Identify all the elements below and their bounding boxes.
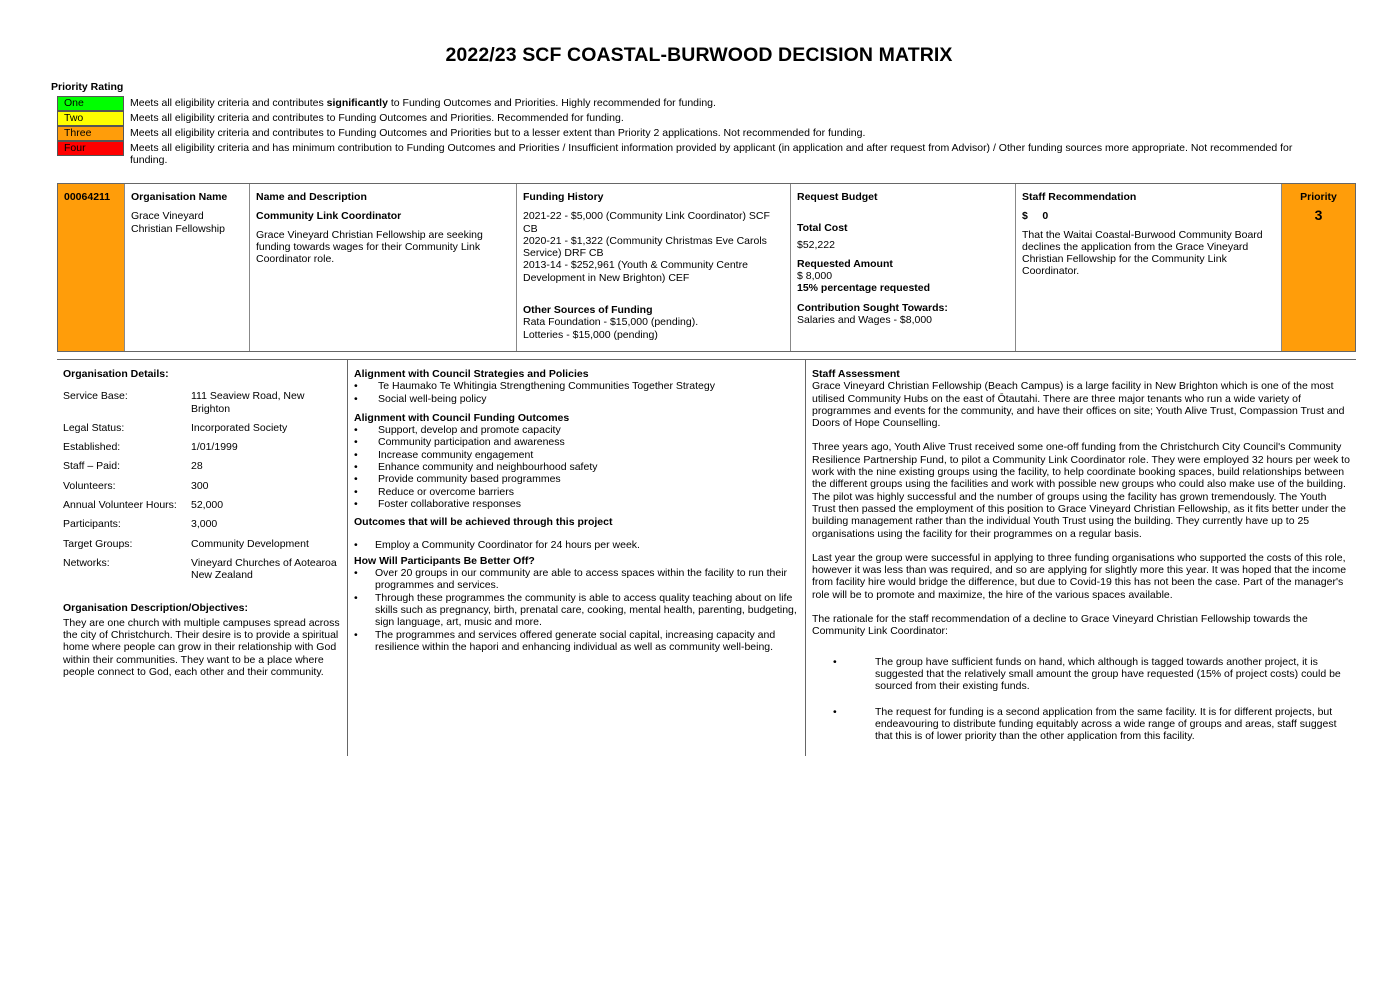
detail-row — [63, 499, 341, 511]
funding-history-item: 2013-14 - $252,961 (Youth & Community Centre Development in New Brighton) CEF — [523, 259, 748, 284]
detail-label: Legal Status: — [63, 421, 125, 434]
assessment-paragraph: Three years ago, Youth Alive Trust received some one-off funding from the Christchurch City Council's Community Resilience Partnership Fund, to pilot a Community Link Coordinator role. They were employed 32 hours per week to work with the nine existing groups using the facility, to help coordinate booking spaces, build relationships between the different groups using the facilities and work with possible new groups who could also make use of the building. The pilot was highly successful and the number of groups using the facility has grown tremendously. The Youth Trust then passed the employment of this position to Grace Vineyard Christian Fellowship, as it fits better under the building management rather than the individual Youth Trust using the building. They currently have up to 25 organisations using the facility for their programmes on a regular basis. — [812, 441, 1350, 540]
funding-history-item: 2021-22 - $5,000 (Community Link Coordinator) SCF CB — [523, 210, 770, 235]
recommended-amount: $ 0 — [1022, 210, 1049, 223]
detail-value: 111 Seaview Road, New Brighton — [191, 390, 305, 415]
application-id: 00064211 — [64, 191, 111, 203]
list-item: • Over 20 groups in our community are able to access spaces within the facility to run their programmes and services. — [354, 567, 799, 592]
detail-row — [63, 441, 341, 453]
detail-value: 3,000 — [191, 518, 218, 531]
staff-assessment-heading: Staff Assessment — [812, 368, 900, 380]
funding-history-cell — [517, 184, 791, 351]
staff-recommendation-cell — [1016, 184, 1282, 351]
application-details-section — [57, 359, 1356, 756]
detail-label: Volunteers: — [63, 479, 116, 492]
description-cell — [250, 184, 517, 351]
application-summary-table — [57, 183, 1356, 352]
total-cost-value: $52,222 — [797, 238, 835, 251]
detail-label: Staff – Paid: — [63, 460, 121, 473]
priority-value: 3 — [1314, 207, 1323, 224]
list-item: • The programmes and services offered generate social capital, increasing capacity and resilience within the hapori and enhancing individual as well as community well-being. — [354, 629, 799, 654]
detail-value: Incorporated Society — [191, 421, 288, 434]
description-header: Name and Description — [256, 191, 367, 203]
detail-value: Community Development — [191, 537, 309, 550]
priority-swatch: One — [57, 96, 124, 111]
staff-recommendation-header: Staff Recommendation — [1022, 191, 1137, 203]
priority-row-three — [57, 126, 1317, 141]
outcomes-heading: Alignment with Council Funding Outcomes — [354, 411, 570, 424]
detail-value: Vineyard Churches of Aotearoa New Zealand — [191, 556, 337, 582]
application-id-cell — [58, 184, 125, 351]
priority-rating-legend — [57, 96, 1317, 167]
organisation-details-heading: Organisation Details: — [63, 368, 169, 380]
other-source-item: Lotteries - $15,000 (pending) — [523, 328, 658, 341]
rationale-list — [812, 656, 1350, 743]
requested-amount-label: Requested Amount — [797, 257, 893, 270]
assessment-paragraph: The rationale for the staff recommendation of a decline to Grace Vineyard Christian Fellowship towards the Community Link Coordinator: — [812, 613, 1308, 638]
detail-row — [63, 518, 341, 530]
list-item: • Provide community based programmes — [354, 473, 799, 485]
priority-row-two — [57, 111, 1317, 126]
better-off-heading: How Will Participants Be Better Off? — [354, 554, 535, 567]
list-item: • Through these programmes the community is able to access quality teaching about on life skills such as pregnancy, birth, prenatal care, cooking, mental health, parenting, budgeting, sign language, art, music and more. — [354, 592, 799, 629]
priority-desc-emphasis: significantly — [326, 97, 388, 109]
list-item: • Employ a Community Coordinator for 24 hours per week. — [354, 539, 799, 551]
page-title: 2022/23 SCF COASTAL-BURWOOD DECISION MATRIX — [445, 44, 953, 66]
list-item: • Support, develop and promote capacity — [354, 424, 799, 436]
list-item: • Te Haumako Te Whitingia Strengthening Communities Together Strategy — [354, 380, 799, 392]
priority-rating-heading: Priority Rating — [51, 81, 124, 93]
better-off-list — [354, 567, 799, 653]
funding-history-header: Funding History — [523, 191, 604, 203]
organisation-cell — [125, 184, 250, 351]
funding-history-item: 2020-21 - $1,322 (Community Christmas Eve Carols Service) DRF CB — [523, 234, 767, 260]
detail-label: Target Groups: — [63, 537, 133, 550]
other-sources-header: Other Sources of Funding — [523, 304, 653, 317]
other-source-item: Rata Foundation - $15,000 (pending). — [523, 316, 699, 329]
detail-label: Annual Volunteer Hours: — [63, 499, 177, 512]
assessment-paragraph: Grace Vineyard Christian Fellowship (Beach Campus) is a large facility in New Brighton which is one of the most utilised Community Hubs on the east of Ōtautahi. There are three major tenants who run a wide variety of programmes and events for the community, and have their offices on site; Youth Alive Trust, Compassion Trust and Doors of Hope Counselling. — [812, 380, 1345, 430]
detail-row — [63, 480, 341, 492]
organisation-header: Organisation Name — [131, 191, 228, 203]
priority-description: Meets all eligibility criteria and contributes to Funding Outcomes and Priorities. Recommended for funding. — [130, 112, 624, 124]
list-item: • The group have sufficient funds on hand, which although is tagged towards another project, it is suggested that the relatively small amount the group have requested (15% of project costs) could be sourced from their existing funds. — [812, 656, 1350, 693]
priority-swatch: Three — [57, 126, 124, 141]
detail-label: Participants: — [63, 518, 121, 531]
percentage-requested: 15% percentage requested — [797, 282, 931, 295]
detail-value: 300 — [191, 479, 209, 492]
assessment-paragraph: Last year the group were successful in applying to three funding organisations who supported the costs of this role, however it was less than was required, and so are applying for slightly more this year. It was hoped that the income from facility hire would bridge the difference, but due to Covid-19 this has not been the case. Part of the manager's role will be to promote and maximize, the hire of the various spaces available. — [812, 551, 1347, 601]
outcomes-list — [354, 424, 799, 510]
detail-row — [63, 390, 341, 415]
priority-header: Priority — [1300, 191, 1337, 203]
list-item: • Enhance community and neighbourhood safety — [354, 461, 799, 473]
priority-desc-text: to Funding Outcomes and Priorities. Highly recommended for funding. — [387, 97, 716, 109]
detail-value: 52,000 — [191, 499, 224, 512]
strategies-heading: Alignment with Council Strategies and Policies — [354, 368, 589, 380]
detail-label: Networks: — [63, 556, 110, 569]
organisation-name: Grace Vineyard Christian Fellowship — [131, 210, 225, 235]
list-item: • Community participation and awareness — [354, 436, 799, 448]
project-outcomes-heading: Outcomes that will be achieved through this project — [354, 516, 613, 529]
list-item: • Increase community engagement — [354, 449, 799, 461]
recommendation-text: That the Waitai Coastal-Burwood Community Board declines the application from the Grace Vineyard Christian Fellowship for the Community Link Coordinator. — [1022, 228, 1263, 278]
list-item: • Reduce or overcome barriers — [354, 486, 799, 498]
contribution-label: Contribution Sought Towards: — [797, 301, 948, 314]
priority-description: Meets all eligibility criteria and contributes to Funding Outcomes and Priorities but to a lesser extent than Priority 2 applications. Not recommended for funding. — [130, 127, 866, 139]
priority-row-four — [57, 141, 1317, 167]
staff-assessment-column — [806, 360, 1356, 756]
request-budget-cell — [791, 184, 1016, 351]
detail-row — [63, 557, 341, 582]
strategies-list — [354, 380, 799, 405]
organisation-description-heading: Organisation Description/Objectives: — [63, 601, 248, 614]
detail-value: 1/01/1999 — [191, 441, 238, 454]
detail-value: 28 — [191, 460, 203, 473]
detail-row — [63, 422, 341, 434]
total-cost-label: Total Cost — [797, 222, 848, 235]
priority-row-one — [57, 96, 1317, 111]
request-budget-header: Request Budget — [797, 191, 878, 203]
contribution-value: Salaries and Wages - $8,000 — [797, 314, 933, 327]
priority-desc-text: Meets all eligibility criteria and contributes — [130, 97, 327, 109]
list-item: • The request for funding is a second application from the same facility. It is for different projects, but endeavouring to distribute funding equitably across a wide range of groups and areas, staff suggest that this is of lower priority than the other application from this facility. — [812, 706, 1350, 743]
detail-label: Established: — [63, 441, 121, 454]
list-item: • Social well-being policy — [354, 393, 799, 405]
organisation-details-column — [57, 360, 348, 756]
project-name: Community Link Coordinator — [256, 210, 402, 223]
detail-row — [63, 538, 341, 550]
organisation-description: They are one church with multiple campuses spread across the city of Christchurch. Their desire is to provide a spiritual home where people can grow in their relationship with God within their communities. They want to be a place where people connect to God, each other and their community. — [63, 616, 340, 679]
priority-swatch: Two — [57, 111, 124, 126]
priority-description — [124, 96, 716, 109]
project-outcomes-list — [354, 539, 799, 551]
requested-amount-value: $ 8,000 — [797, 270, 833, 283]
detail-label: Service Base: — [63, 390, 128, 403]
detail-row — [63, 460, 341, 472]
project-description: Grace Vineyard Christian Fellowship are seeking funding towards wages for their Community Link Coordinator role. — [256, 228, 483, 266]
alignment-column — [348, 360, 806, 756]
priority-swatch: Four — [57, 141, 124, 156]
priority-cell — [1282, 184, 1355, 351]
list-item: • Foster collaborative responses — [354, 498, 799, 510]
priority-description: Meets all eligibility criteria and has minimum contribution to Funding Outcomes and Priorities / Insufficient information provided by applicant (in application and after request from Advisor) / Other funding sources more appropriate. Not recommended for funding. — [130, 142, 1293, 167]
